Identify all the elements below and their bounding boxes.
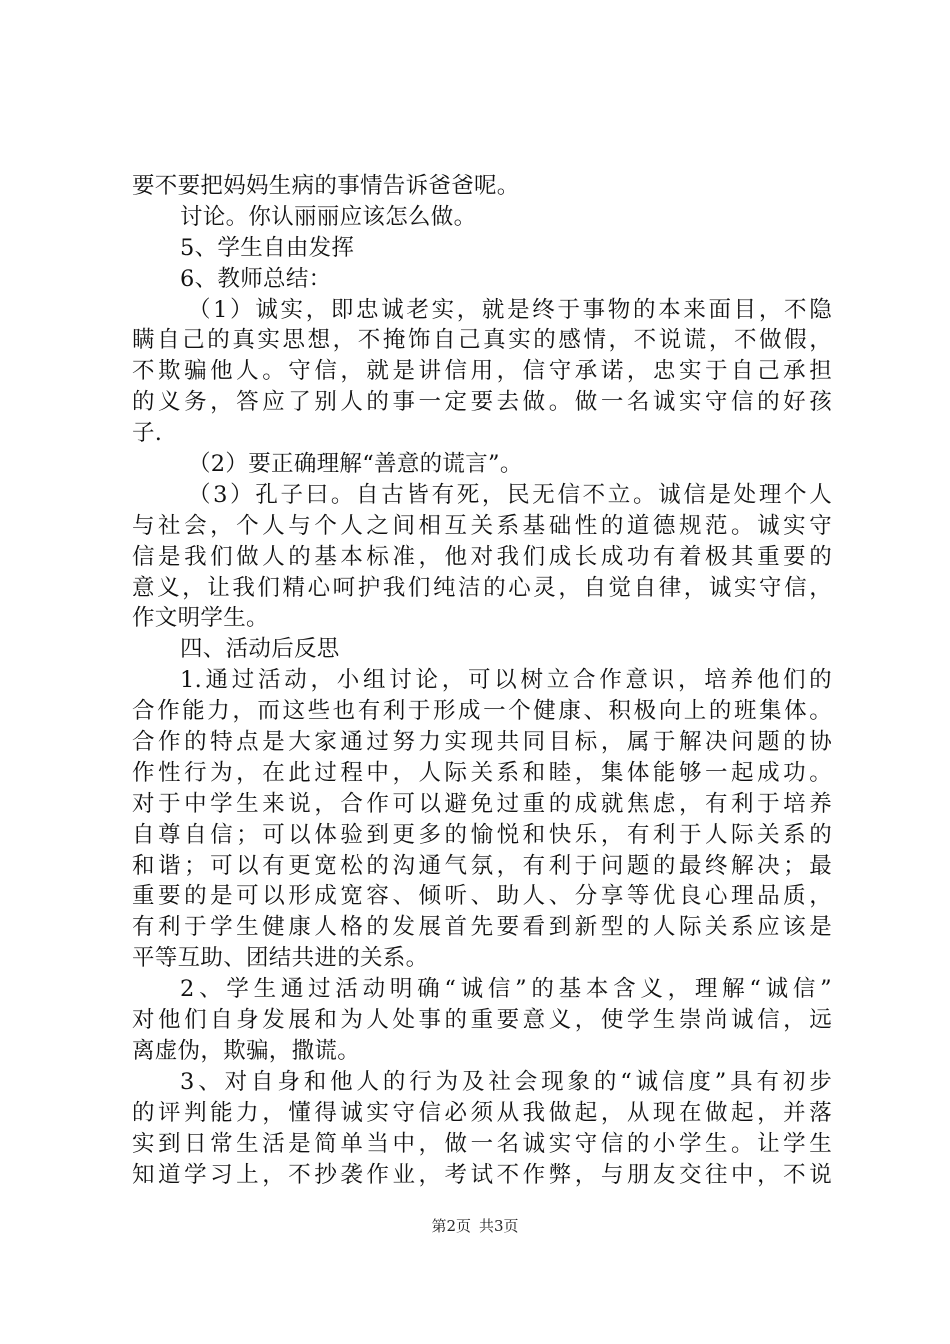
section-heading: 四、活动后反思 <box>180 636 340 663</box>
paragraph-line: 不欺骗他人。守信，就是讲信用，信守承诺，忠实于自己承担 <box>132 358 832 385</box>
page-footer <box>0 1215 950 1236</box>
paragraph-line: 的评判能力，懂得诚实守信必须从我做起，从现在做起，并落 <box>132 1099 832 1126</box>
text-line: 要不要把妈妈生病的事情告诉爸爸呢。 <box>132 173 520 199</box>
paragraph-line: 合作的特点是大家通过努力实现共同目标，属于解决问题的协 <box>132 729 832 756</box>
paragraph-line: （2）要正确理解“善意的谎言”。 <box>188 451 523 478</box>
paragraph-line: 信是我们做人的基本标准，他对我们成长成功有着极其重要的 <box>132 543 832 570</box>
list-item: 5、学生自由发挥 <box>180 234 355 261</box>
paragraph-line: 自尊自信；可以体验到更多的愉悦和快乐，有利于人际关系的 <box>132 821 832 848</box>
paragraph-line: 有利于学生健康人格的发展首先要看到新型的人际关系应该是 <box>132 914 832 941</box>
paragraph-line: 作文明学生。 <box>132 605 269 632</box>
page-total: 共3页 <box>479 1217 519 1235</box>
page-number: 第2页 <box>431 1217 471 1235</box>
paragraph-line: 3、对自身和他人的行为及社会现象的“诚信度”具有初步 <box>180 1068 832 1095</box>
paragraph-line: 瞒自己的真实思想，不掩饰自己真实的感情，不说谎，不做假， <box>132 327 832 354</box>
paragraph-line: 和谐；可以有更宽松的沟通气氛，有利于问题的最终解决；最 <box>132 852 832 879</box>
paragraph-line: 子. <box>132 420 163 447</box>
paragraph-line: 对于中学生来说，合作可以避免过重的成就焦虑，有利于培养 <box>132 790 832 817</box>
list-item: 6、教师总结： <box>180 265 332 292</box>
paragraph-line: 离虚伪，欺骗，撒谎。 <box>132 1037 361 1064</box>
paragraph-line: 实到日常生活是简单当中，做一名诚实守信的小学生。让学生 <box>132 1130 832 1157</box>
paragraph-line: 知道学习上，不抄袭作业，考试不作弊，与朋友交往中，不说 <box>132 1161 832 1188</box>
paragraph-line: 1.通过活动，小组讨论，可以树立合作意识，培养他们的 <box>180 667 832 694</box>
paragraph-line: 与社会，个人与个人之间相互关系基础性的道德规范。诚实守 <box>132 512 832 539</box>
paragraph-line: 对他们自身发展和为人处事的重要意义，使学生崇尚诚信，远 <box>132 1007 832 1034</box>
paragraph-line: 意义，让我们精心呵护我们纯洁的心灵，自觉自律，诚实守信， <box>132 574 832 601</box>
document-body <box>132 171 832 1190</box>
paragraph-line: 的义务，答应了别人的事一定要去做。做一名诚实守信的好孩 <box>132 389 832 416</box>
paragraph-line: 合作能力，而这些也有利于形成一个健康、积极向上的班集体。 <box>132 698 832 725</box>
paragraph-line: （3）孔子曰。自古皆有死，民无信不立。诚信是处理个人 <box>188 481 832 508</box>
paragraph-line: 2、学生通过活动明确“诚信”的基本含义，理解“诚信” <box>180 976 832 1003</box>
text-line: 讨论。你认丽丽应该怎么做。 <box>180 203 477 230</box>
paragraph-line: 重要的是可以形成宽容、倾听、助人、分享等优良心理品质， <box>132 883 832 910</box>
paragraph-line: （1）诚实，即忠诚老实，就是终于事物的本来面目，不隐 <box>188 296 832 323</box>
paragraph-line: 平等互助、团结共进的关系。 <box>132 945 429 972</box>
paragraph-line: 作性行为，在此过程中，人际关系和睦，集体能够一起成功。 <box>132 759 832 786</box>
